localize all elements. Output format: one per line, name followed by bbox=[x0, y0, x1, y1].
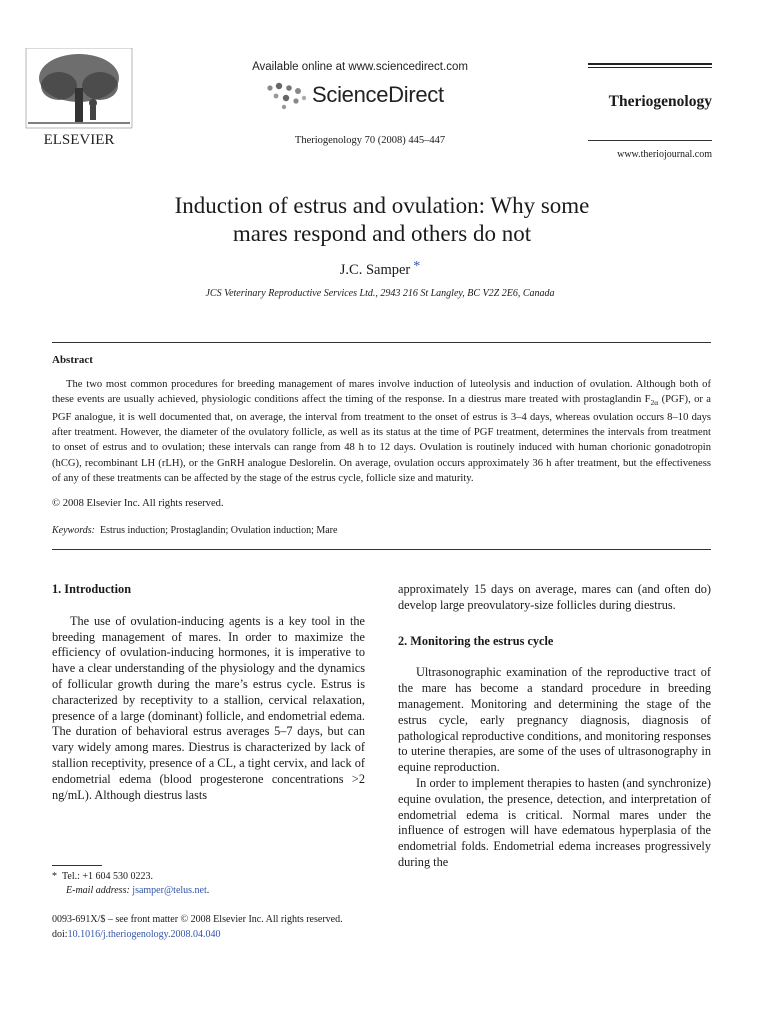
section-2-paragraph-2: In order to implement therapies to hasten (and synchronize) equine ovulation, the presence, detection, and interpretation of endometrial edema is critical. Normal mares under the influence of estrogen will have edematous hyperplasia of the endometrial folds. Endometrial edema increases progressively during the bbox=[398, 775, 711, 869]
title-line-1: Induction of estrus and ovulation: Why some bbox=[174, 193, 590, 218]
abstract-heading: Abstract bbox=[52, 354, 93, 366]
footnote-mark: * bbox=[52, 871, 57, 882]
footnote-rule bbox=[52, 865, 102, 866]
issn-line: 0093-691X/$ – see front matter © 2008 Elsevier Inc. All rights reserved. bbox=[52, 914, 343, 925]
pgf-subscript: 2α bbox=[650, 398, 659, 408]
elsevier-tree-icon bbox=[24, 48, 134, 148]
keywords bbox=[52, 525, 337, 536]
journal-name: Theriogenology bbox=[608, 93, 712, 110]
author-name: J.C. Samper bbox=[339, 262, 411, 278]
keywords-list: Estrus induction; Prostaglandin; Ovulation induction; Mare bbox=[99, 525, 338, 536]
left-column bbox=[52, 582, 365, 803]
author bbox=[230, 259, 530, 279]
keywords-label: Keywords: bbox=[52, 525, 95, 536]
abstract-body bbox=[52, 377, 711, 486]
footnote-tel bbox=[52, 870, 153, 883]
abstract-text-1: The two most common procedures for breeding management of mares involve induction of luteolysis and induction of ovulation. Although both of these events are usually achieved, physiologic conditions affect the timing of the response. In a diestrus mare treated with prostaglandin F bbox=[52, 379, 711, 406]
available-online: Available online at www.sciencedirect.com bbox=[252, 61, 468, 73]
header-rule-top bbox=[588, 63, 712, 65]
doi-line bbox=[52, 929, 221, 940]
abstract-text-2: (PGF), or a PGF analogue, it is well documented that, on average, the interval from treatment to the onset of estrus is 3–4 days, whereas ovulation occurs 8–10 days after treatment. However, the diameter of the ovulatory follicle, as well as its status at the time of PGF treatment, determines the intervals from treatment to onset of estrus and to ovulation; these intervals can range from 48 h to 12 days. Ovulation is routinely induced with human chorionic gonadotropin (hCG), recombinant LH (rLH), or the GnRH analogue Deslorelin. On average, ovulation occurs approximately 36 h after treatment, but the effectiveness of any of these treatments can be affected by the stage of the estrus cycle, follicle size and maturity. bbox=[52, 394, 711, 484]
abstract-top-rule bbox=[52, 342, 711, 343]
affiliation: JCS Veterinary Reproductive Services Ltd., 2943 216 St Langley, BC V2Z 2E6, Canada bbox=[205, 288, 555, 299]
right-column bbox=[398, 582, 711, 871]
sciencedirect-logo bbox=[264, 82, 484, 112]
citation-line: Theriogenology 70 (2008) 445–447 bbox=[294, 135, 446, 146]
sciencedirect-wordmark: ScienceDirect bbox=[312, 82, 444, 107]
section-1-heading: 1. Introduction bbox=[52, 582, 132, 596]
section-2-paragraph-1: Ultrasonographic examination of the reproductive tract of the mare has become a standard procedure in breeding management. Monitoring and determining the stage of the estrus cycle, early pregnancy diagnosis, diagnosis of pathological reproductive conditions, and monitoring responses to uterine therapies, are some of the uses of ultrasonography in equine reproduction. bbox=[398, 665, 711, 775]
footnote-tel-text: Tel.: +1 604 530 0223. bbox=[62, 871, 154, 882]
section-1-continued: approximately 15 days on average, mares can (and often do) develop large preovulatory-size follicles during diestrus. bbox=[398, 582, 711, 612]
journal-rule bbox=[588, 140, 712, 141]
sciencedirect-dots-icon bbox=[264, 82, 310, 112]
elsevier-logo bbox=[24, 48, 134, 148]
section-2-heading: 2. Monitoring the estrus cycle bbox=[398, 633, 554, 648]
email-link[interactable]: jsamper@telus.net bbox=[132, 885, 207, 896]
article-title bbox=[100, 192, 664, 248]
publisher-name: ELSEVIER bbox=[43, 132, 115, 148]
doi-label: doi: bbox=[52, 929, 68, 940]
section-1-paragraph: The use of ovulation-inducing agents is a key tool in the breeding management of mares. In order to maximize the efficiency of ovulation-inducing hormones, it is imperative to have a clear understanding of the physiology and the dynamics of follicular growth during the mare’s estrus cycle. Estrus is characterized by receptivity to a stallion, cervical relaxation, presence of a large (dominant) follicle, and endometrial edema. The duration of behavioral estrus averages 5–7 days, but can vary widely among mares. Diestrus is characterized by lack of stallion receptivity, presence of a CL, a tight cervix, and lack of endometrial edema (blood progesterone concentrations >2 ng/mL). Although diestrus lasts bbox=[52, 613, 365, 802]
doi-link[interactable]: 10.1016/j.theriogenology.2008.04.040 bbox=[67, 929, 221, 940]
header-rule-bottom bbox=[588, 67, 712, 68]
author-footnote-mark[interactable]: * bbox=[413, 259, 421, 274]
journal-url[interactable]: www.theriojournal.com bbox=[617, 149, 712, 160]
abstract-copyright: © 2008 Elsevier Inc. All rights reserved. bbox=[52, 498, 224, 509]
email-label: E-mail address: bbox=[66, 885, 130, 896]
email-end: . bbox=[206, 885, 210, 896]
title-line-2: mares respond and others do not bbox=[232, 221, 532, 246]
abstract-bottom-rule bbox=[52, 549, 711, 550]
footnote-email bbox=[66, 884, 209, 897]
